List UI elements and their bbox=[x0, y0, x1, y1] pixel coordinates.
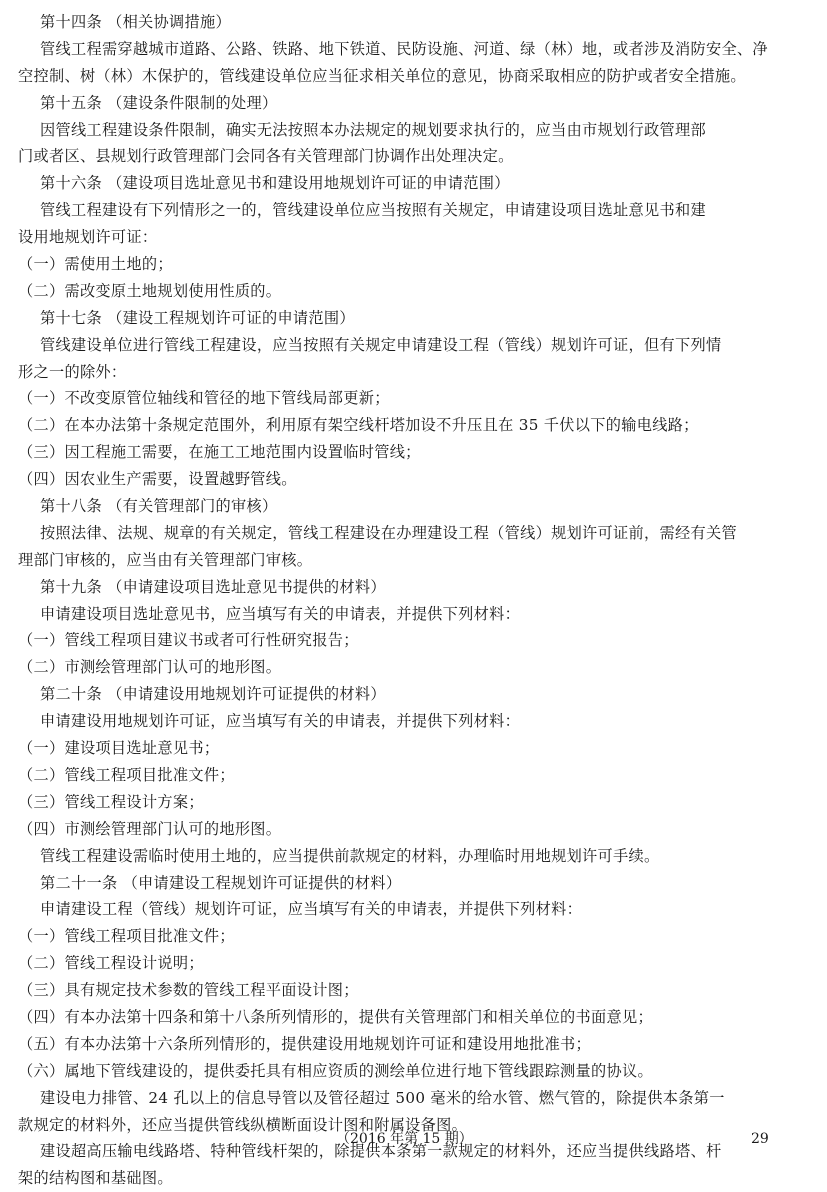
text-line: 因管线工程建设条件限制，确实无法按照本办法规定的规划要求执行的，应当由市规划行政管理部 bbox=[40, 120, 706, 139]
text-line: 空控制、树（林）木保护的，管线建设单位应当征求相关单位的意见，协商采取相应的防护或者安全措施。 bbox=[18, 66, 746, 85]
text-line: 设用地规划许可证： bbox=[18, 228, 158, 247]
text-line: 款规定的材料外，还应当提供管线纵横断面设计图和附属设备图。 bbox=[18, 1115, 468, 1134]
issue-number: （2016 年第 15 期） bbox=[336, 1131, 473, 1147]
text-line: （一）管线工程项目批准文件； bbox=[18, 927, 235, 946]
text-line: 架的结构图和基础图。 bbox=[18, 1169, 173, 1188]
text-line: 申请建设用地规划许可证，应当填写有关的申请表，并提供下列材料： bbox=[40, 712, 521, 731]
text-line: 建设超高压输电线路塔、特种管线杆架的，除提供本条第一款规定的材料外，还应当提供线路塔、杆 bbox=[40, 1142, 722, 1161]
article-heading: 第十六条 （建设项目选址意见书和建设用地规划许可证的申请范围） bbox=[40, 174, 510, 193]
article-heading: 第十四条 （相关协调措施） bbox=[40, 13, 231, 31]
text-line: 管线工程建设需临时使用土地的，应当提供前款规定的材料，办理临时用地规划许可手续。 bbox=[40, 846, 660, 865]
text-line: （二）管线工程设计说明； bbox=[18, 954, 204, 973]
text-line: 管线工程建设有下列情形之一的，管线建设单位应当按照有关规定，申请建设项目选址意见书和建 bbox=[40, 201, 706, 220]
text-line: （五）有本办法第十六条所列情形的，提供建设用地规划许可证和建设用地批准书； bbox=[18, 1034, 592, 1053]
document-body bbox=[18, 9, 814, 1192]
text-line: （二）管线工程项目批准文件； bbox=[18, 765, 235, 784]
article-heading: 第十八条 （有关管理部门的审核） bbox=[40, 497, 278, 516]
text-line: （三）管线工程设计方案； bbox=[18, 792, 204, 811]
text-line: （六）属地下管线建设的，提供委托具有相应资质的测绘单位进行地下管线跟踪测量的协议。 bbox=[18, 1061, 653, 1080]
text-line: 申请建设工程（管线）规划许可证，应当填写有关的申请表，并提供下列材料： bbox=[40, 900, 583, 919]
text-line: （二）需改变原土地规划使用性质的。 bbox=[18, 281, 282, 300]
text-line: 门或者区、县规划行政管理部门会同各有关管理部门协调作出处理决定。 bbox=[18, 147, 514, 166]
text-line: 管线建设单位进行管线工程建设，应当按照有关规定申请建设工程（管线）规划许可证，但有下列情 bbox=[40, 335, 722, 354]
text-line: （二）市测绘管理部门认可的地形图。 bbox=[18, 658, 282, 677]
article-heading: 第十九条 （申请建设项目选址意见书提供的材料） bbox=[40, 577, 386, 596]
text-line: （一）不改变原管位轴线和管径的地下管线局部更新； bbox=[18, 389, 390, 408]
text-line: 申请建设项目选址意见书，应当填写有关的申请表，并提供下列材料： bbox=[40, 604, 521, 623]
text-line: （三）因工程施工需要，在施工工地范围内设置临时管线； bbox=[18, 443, 421, 462]
text-line: （一）管线工程项目建议书或者可行性研究报告； bbox=[18, 631, 359, 650]
text-line: 管线工程需穿越城市道路、公路、铁路、地下铁道、民防设施、河道、绿（林）地，或者涉及消防安全、净 bbox=[40, 39, 768, 58]
text-line: （四）因农业生产需要，设置越野管线。 bbox=[18, 470, 297, 489]
text-line: （四）市测绘管理部门认可的地形图。 bbox=[18, 819, 282, 838]
text-line: 按照法律、法规、规章的有关规定，管线工程建设在办理建设工程（管线）规划许可证前，需经有关管 bbox=[40, 523, 737, 542]
text-line: （一）建设项目选址意见书； bbox=[18, 739, 220, 758]
text-line: 形之一的除外： bbox=[18, 362, 127, 381]
text-line: （三）具有规定技术参数的管线工程平面设计图； bbox=[18, 981, 359, 1000]
text-line: （四）有本办法第十四条和第十八条所列情形的，提供有关管理部门和相关单位的书面意见； bbox=[18, 1007, 653, 1026]
text-line: 建设电力排管、24 孔以上的信息导管以及管径超过 500 毫米的给水管、燃气管的，除提供本条第一 bbox=[40, 1088, 725, 1107]
page-number: 29 bbox=[751, 1131, 769, 1147]
text-line: 理部门审核的，应当由有关管理部门审核。 bbox=[18, 550, 313, 569]
article-heading: 第十五条 （建设条件限制的处理） bbox=[40, 93, 278, 112]
page-footer bbox=[0, 1126, 827, 1152]
article-heading: 第十七条 （建设工程规划许可证的申请范围） bbox=[40, 308, 355, 327]
article-heading: 第二十一条 （申请建设工程规划许可证提供的材料） bbox=[40, 873, 402, 892]
text-line: （二）在本办法第十条规定范围外，利用原有架空线杆塔加设不升压且在 35 千伏以下的输电线路； bbox=[18, 416, 699, 435]
text-line: （一）需使用土地的； bbox=[18, 255, 173, 274]
article-heading: 第二十条 （申请建设用地规划许可证提供的材料） bbox=[40, 685, 386, 704]
